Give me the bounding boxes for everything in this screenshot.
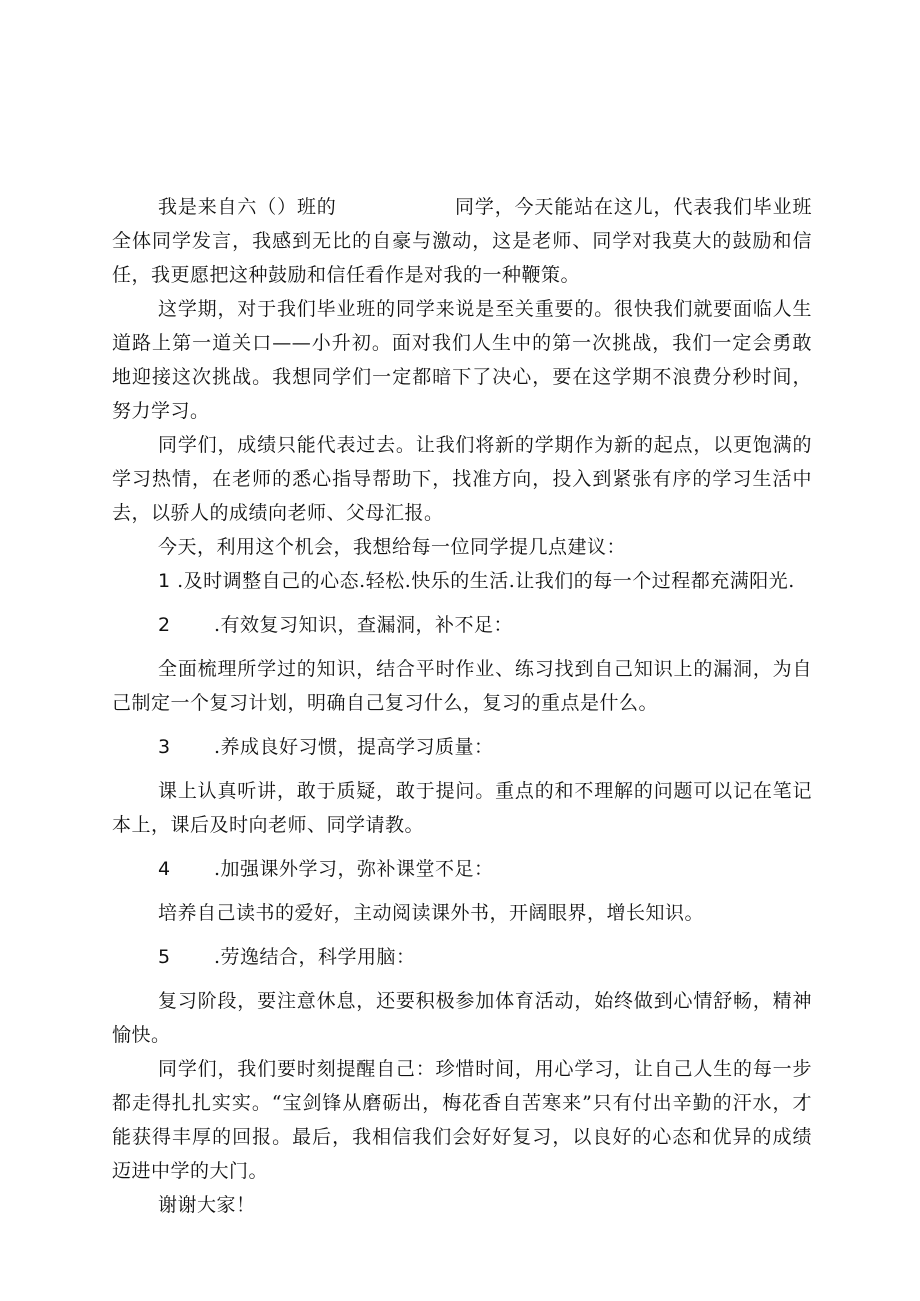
item-text: .养成良好习惯，提高学习质量： (214, 736, 494, 758)
item-5-detail: 复习阶段，要注意休息，还要积极参加体育活动，始终做到心情舒畅，精神愉快。 (112, 990, 812, 1046)
item-text: .劳逸结合，科学用脑： (214, 946, 416, 968)
suggestion-intro: 今天，利用这个机会，我想给每一位同学提几点建议： (158, 536, 627, 558)
item-number: 3 (158, 736, 171, 758)
item-number: 5 (158, 946, 171, 968)
semester-paragraph: 这学期，对于我们毕业班的同学来说是至关重要的。很快我们就要面临人生道路上第一道关口——小升初。面对我们人生中的第一次挑战，我们一定会勇敢地迎接这次挑战。我想同学们一定都暗下了决心，要在这学期不浪费分秒时间，努力学习。 (112, 298, 812, 422)
intro-text-rest: 同学，今天能站在这儿，代表我们毕业班全体同学发言，我感到无比的自豪与激动，这是老师、同学对我莫大的鼓励和信任，我更愿把这种鼓励和信任看作是对我的一种鞭策。 (112, 196, 812, 286)
suggestion-item-1 (112, 564, 812, 598)
item-text: .及时调整自己的心态.轻松.快乐的生活.让我们的每一个过程都充满阳光. (177, 570, 795, 592)
item-4-detail: 培养自己读书的爱好，主动阅读课外书，开阔眼界，增长知识。 (158, 902, 705, 924)
speech-document (112, 190, 812, 1222)
closing-paragraph: 同学们，我们要时刻提醒自己：珍惜时间，用心学习，让自己人生的每一步都走得扎扎实实。“宝剑锋从磨砺出，梅花香自苦寒来”只有付出辛勤的汗水，才能获得丰厚的回报。最后，我相信我们会好好复习，以良好的心态和优异的成绩迈进中学的大门。 (112, 1058, 812, 1182)
suggestion-item-3 (112, 730, 812, 764)
suggestion-item-2 (112, 608, 812, 642)
intro-paragraph (112, 190, 812, 292)
item-text: .有效复习知识，查漏洞，补不足： (214, 614, 514, 636)
suggestion-item-4 (112, 852, 812, 886)
item-number: 2 (158, 614, 171, 636)
suggestion-item-5 (112, 940, 812, 974)
thanks-line: 谢谢大家！ (158, 1194, 256, 1216)
item-number: 4 (158, 858, 171, 880)
item-text: .加强课外学习，弥补课堂不足： (214, 858, 494, 880)
grades-paragraph: 同学们，成绩只能代表过去。让我们将新的学期作为新的起点，以更饱满的学习热情，在老师的悉心指导帮助下，找准方向，投入到紧张有序的学习生活中去，以骄人的成绩向老师、父母汇报。 (112, 434, 812, 524)
intro-text-start: 我是来自六（）班的 (158, 196, 337, 218)
item-3-detail: 课上认真听讲，敢于质疑，敢于提问。重点的和不理解的问题可以记在笔记本上，课后及时向老师、同学请教。 (112, 780, 812, 836)
item-2-detail: 全面梳理所学过的知识，结合平时作业、练习找到自己知识上的漏洞，为自己制定一个复习计划，明确自己复习什么，复习的重点是什么。 (112, 658, 812, 714)
item-number: 1 (158, 570, 171, 592)
